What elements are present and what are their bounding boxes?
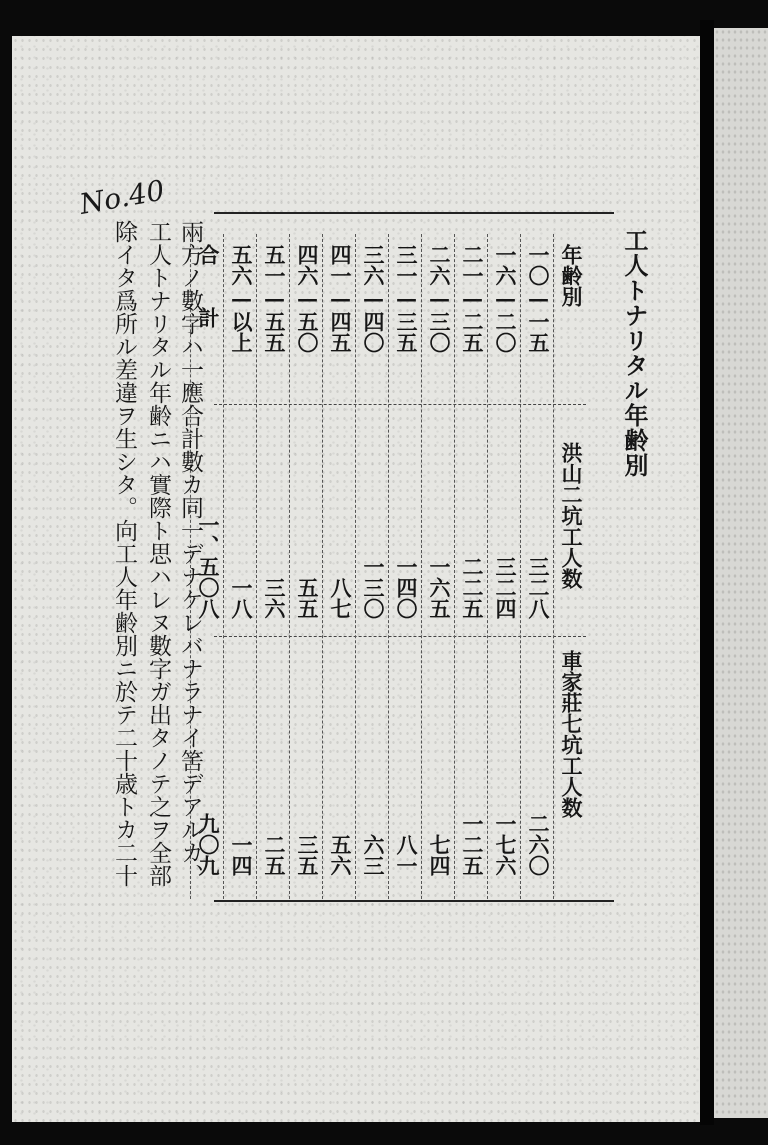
hongshan-count-cell: 二二五 (460, 556, 485, 619)
adjacent-page-edge (714, 28, 768, 1118)
hongshan-count-cell: 洪山二坑工人数 (559, 442, 584, 589)
column-separator (223, 234, 224, 899)
hongshan-count-cell: 一、五〇八 (196, 514, 221, 619)
book-spine (700, 20, 714, 1125)
note-line: 工人トナリタル年齢ニハ實際ト思ハレヌ數字ガ出タノテ之ヲ全部 (145, 220, 171, 887)
table-column (256, 214, 289, 902)
hongshan-count-cell: 三六 (262, 577, 287, 619)
age-range-cell: 三六—四〇 (361, 244, 386, 353)
table-column (289, 214, 322, 902)
chejiazhuang-count-cell: 車家莊七坑工人数 (559, 650, 584, 818)
column-separator (355, 234, 356, 899)
hongshan-count-cell: 三二四 (493, 556, 518, 619)
age-range-cell: 五一—五五 (262, 244, 287, 353)
chejiazhuang-count-cell: 九〇九 (196, 813, 221, 876)
chejiazhuang-count-cell: 五六 (328, 834, 353, 876)
chejiazhuang-count-cell: 三五 (295, 834, 320, 876)
age-range-cell: 四六—五〇 (295, 244, 320, 353)
column-separator (388, 234, 389, 899)
column-separator (421, 234, 422, 899)
hongshan-count-cell: 一四〇 (394, 556, 419, 619)
note-line: 除イタ爲所ル差違ヲ生シタ。向工人年齢別ニ於テ二十歳トカ二十 (111, 220, 137, 887)
handwritten-page-number: No.40 (77, 173, 167, 221)
hongshan-count-cell: 一三〇 (361, 556, 386, 619)
table-header-column (553, 214, 586, 902)
age-range-cell: 一六—二〇 (493, 244, 518, 353)
chejiazhuang-count-cell: 一七六 (493, 813, 518, 876)
chejiazhuang-count-cell: 二五 (262, 834, 287, 876)
column-separator (520, 234, 521, 899)
column-separator (289, 234, 290, 899)
note-line: 兩方ノ數字ハ一應合計數カ同一デナケレバナラナイ筈デアルカ、 (177, 220, 203, 887)
column-separator (454, 234, 455, 899)
age-range-cell: 五六—以上 (229, 244, 254, 353)
chejiazhuang-count-cell: 一四 (229, 834, 254, 876)
hongshan-count-cell: 三二八 (526, 556, 551, 619)
age-range-cell: 二一—二五 (460, 244, 485, 353)
chejiazhuang-count-cell: 七四 (427, 834, 452, 876)
column-separator (553, 234, 554, 899)
age-range-cell: 四一—四五 (328, 244, 353, 353)
age-range-cell: 合 計 (196, 244, 221, 328)
table-column (454, 214, 487, 902)
age-range-cell: 年齢別 (559, 244, 584, 307)
age-range-cell: 二六—三〇 (427, 244, 452, 353)
hongshan-count-cell: 五五 (295, 577, 320, 619)
age-range-cell: 一〇—一五 (526, 244, 551, 353)
chejiazhuang-count-cell: 一二五 (460, 813, 485, 876)
table-column (355, 214, 388, 902)
chejiazhuang-count-cell: 二六〇 (526, 813, 551, 876)
age-range-cell: 三一—三五 (394, 244, 419, 353)
hongshan-count-cell: 一八 (229, 577, 254, 619)
column-separator (256, 234, 257, 899)
chejiazhuang-count-cell: 八一 (394, 834, 419, 876)
table-column (322, 214, 355, 902)
table-heading: 工人トナリタル年齢別 (620, 228, 649, 478)
column-separator (487, 234, 488, 899)
table-column (388, 214, 421, 902)
chejiazhuang-count-cell: 六三 (361, 834, 386, 876)
column-separator (322, 234, 323, 899)
hongshan-count-cell: 一六五 (427, 556, 452, 619)
table-column (421, 214, 454, 902)
table-column (487, 214, 520, 902)
table-column (520, 214, 553, 902)
hongshan-count-cell: 八七 (328, 577, 353, 619)
table-column (223, 214, 256, 902)
